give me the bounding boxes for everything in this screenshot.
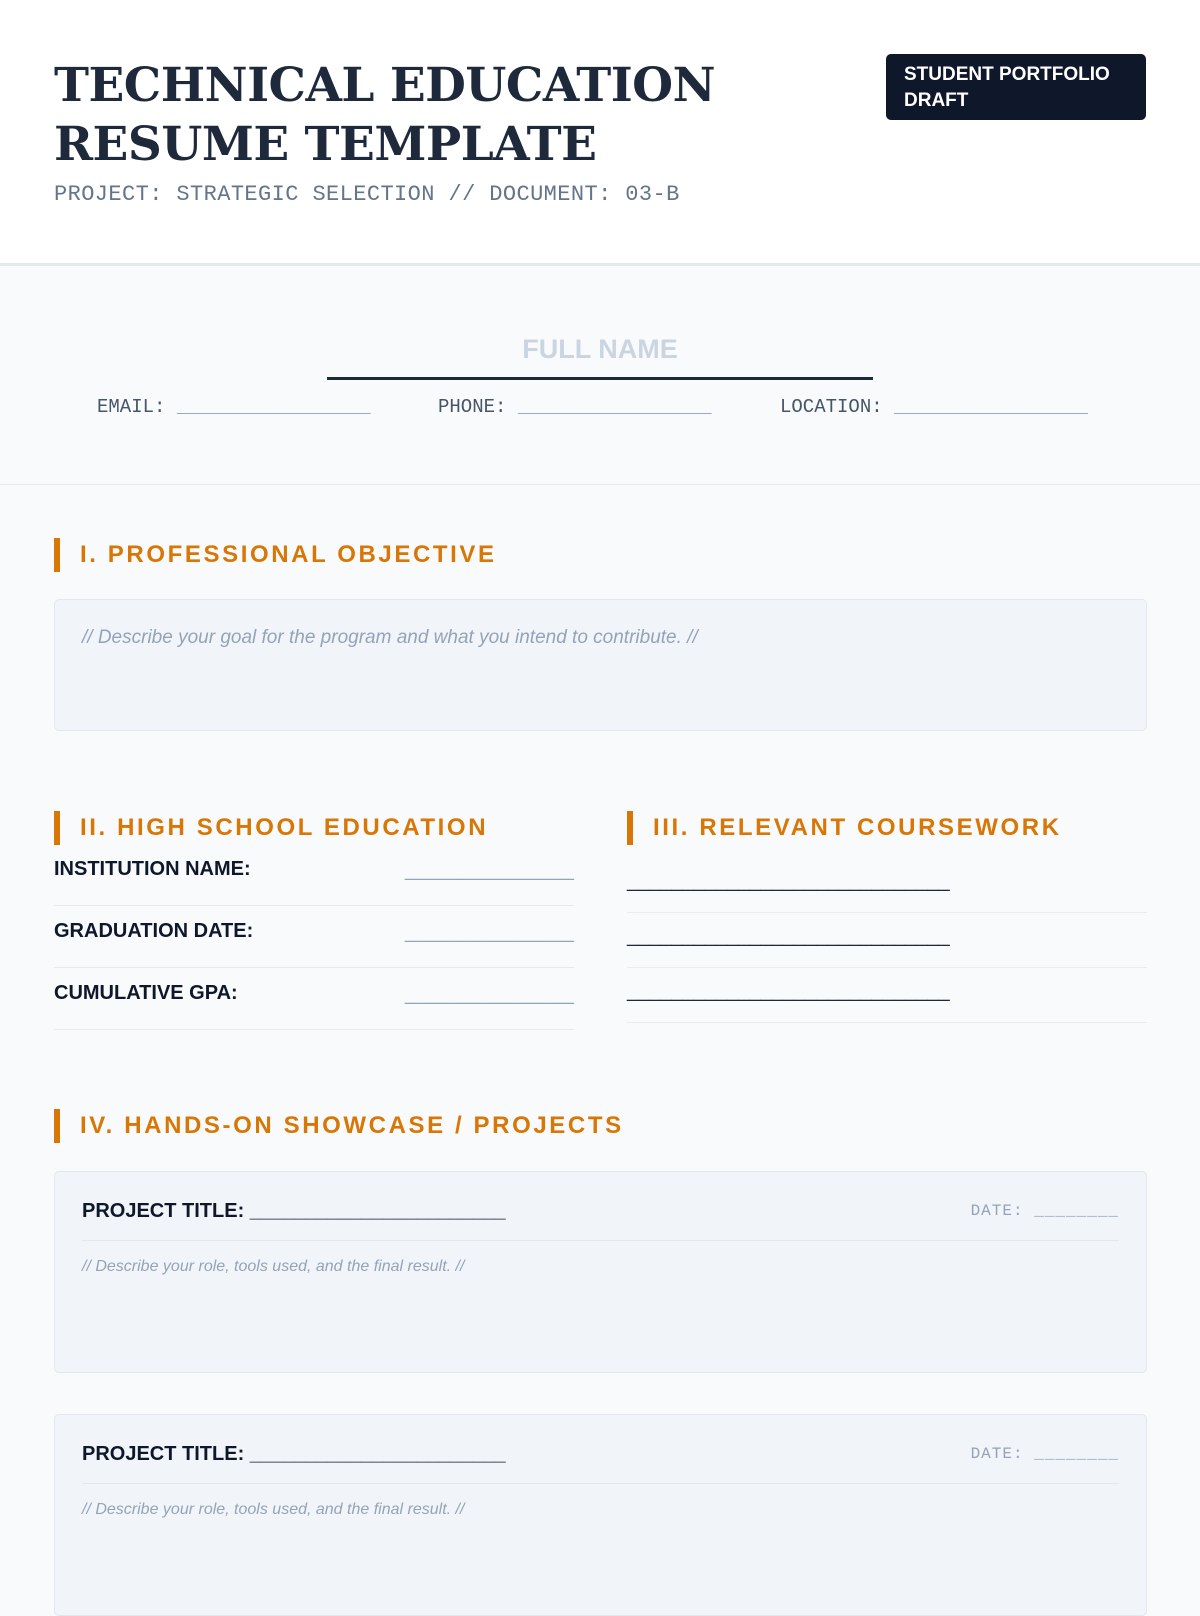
project-title-field[interactable]: PROJECT TITLE: _______________________ (82, 1200, 506, 1222)
institution-field[interactable]: ________________ (404, 860, 574, 881)
identity-block (0, 266, 1200, 485)
project-description-field[interactable]: // Describe your role, tools used, and the final result. // (82, 1501, 465, 1518)
education-row-institution (54, 846, 574, 906)
gpa-label: CUMULATIVE GPA: (54, 982, 238, 1004)
coursework-blank: _____________________________ (627, 870, 950, 892)
email-label: EMAIL: (97, 396, 166, 418)
graduation-label: GRADUATION DATE: (54, 920, 254, 942)
coursework-line[interactable] (627, 968, 1147, 1023)
objective-textarea[interactable]: // Describe your goal for the program and what you intend to contribute. // (54, 599, 1147, 731)
location-blank: _________________ (894, 396, 1088, 418)
coursework-line[interactable] (627, 858, 1147, 913)
education-heading: II. HIGH SCHOOL EDUCATION (54, 811, 488, 845)
project-card-header (82, 1172, 1119, 1241)
project-date-field[interactable]: DATE: ________ (970, 1202, 1119, 1220)
email-blank: _________________ (176, 396, 371, 418)
project-card (54, 1414, 1147, 1616)
projects-heading: IV. HANDS-ON SHOWCASE / PROJECTS (54, 1109, 624, 1143)
education-row-gpa (54, 970, 574, 1030)
coursework-heading: III. RELEVANT COURSEWORK (627, 811, 1062, 845)
project-title-field[interactable]: PROJECT TITLE: _______________________ (82, 1443, 506, 1465)
full-name-field[interactable]: FULL NAME (327, 334, 873, 380)
document-header (0, 0, 1200, 266)
institution-label: INSTITUTION NAME: (54, 858, 251, 880)
project-description-field[interactable]: // Describe your role, tools used, and the final result. // (82, 1258, 465, 1275)
objective-heading: I. PROFESSIONAL OBJECTIVE (54, 538, 497, 572)
status-badge: STUDENT PORTFOLIO DRAFT (886, 54, 1146, 120)
project-card (54, 1171, 1147, 1373)
phone-label: PHONE: (438, 396, 507, 418)
phone-field[interactable] (438, 396, 712, 418)
graduation-field[interactable]: ________________ (404, 922, 574, 943)
coursework-blank: _____________________________ (627, 925, 950, 947)
project-date-field[interactable]: DATE: ________ (970, 1445, 1119, 1463)
document-subtitle: PROJECT: STRATEGIC SELECTION // DOCUMENT: 03-B (54, 182, 680, 207)
project-card-header (82, 1415, 1119, 1484)
email-field[interactable] (97, 396, 371, 418)
document-title: TECHNICAL EDUCATION RESUME TEMPLATE (54, 58, 716, 172)
phone-blank: _________________ (517, 396, 712, 418)
location-label: LOCATION: (780, 396, 883, 418)
education-row-graduation (54, 908, 574, 968)
coursework-blank: _____________________________ (627, 980, 950, 1002)
coursework-line[interactable] (627, 913, 1147, 968)
gpa-field[interactable]: ________________ (404, 984, 574, 1005)
location-field[interactable] (780, 396, 1088, 418)
